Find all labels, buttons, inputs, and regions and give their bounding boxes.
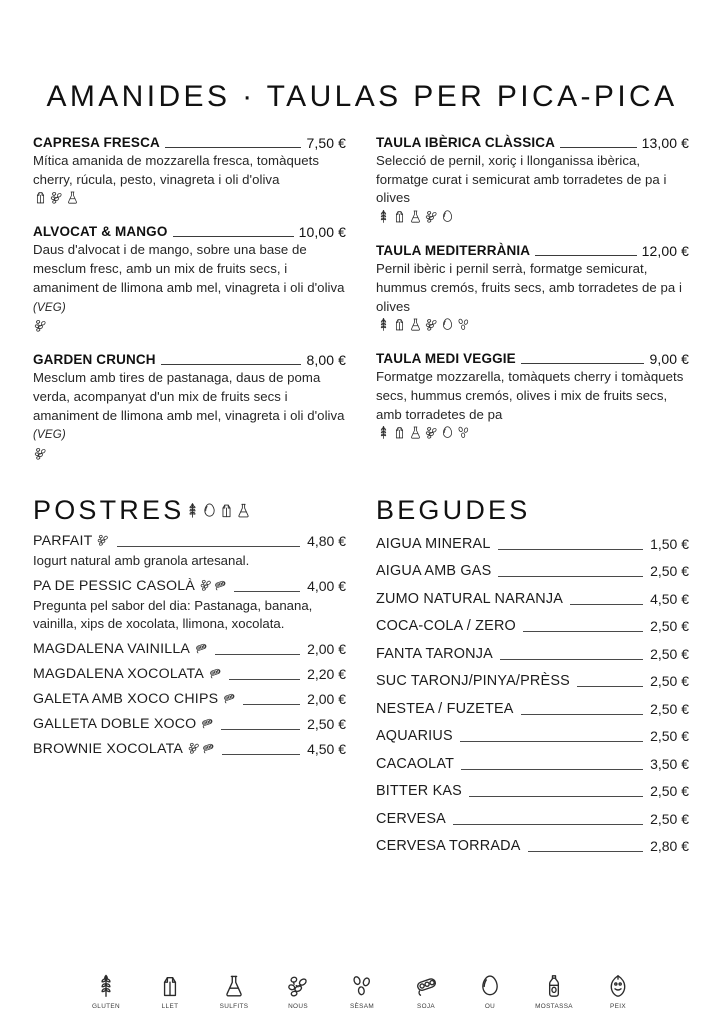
line-allergen-icons xyxy=(200,716,214,732)
description-text: Mesclum amb tires de pastanaga, daus de poma verda, acompanyat d'un mix de fruits secs i amaniment de llimona amb mel, vinagreta i oli d'oliva xyxy=(33,370,345,423)
menu-item-header xyxy=(376,351,689,367)
leader-rule xyxy=(469,796,643,797)
llet-icon xyxy=(33,190,48,205)
gluten-icon xyxy=(93,973,119,999)
leader-rule xyxy=(535,255,636,256)
legend-llet-icon xyxy=(157,969,183,999)
dessert-entry[interactable] xyxy=(33,665,346,684)
sulfits-icon xyxy=(408,425,423,440)
drink-name: AIGUA AMB GAS xyxy=(376,563,492,580)
dessert-row xyxy=(33,690,346,709)
menu-item-price: 8,00 € xyxy=(306,352,346,369)
leader-rule xyxy=(460,741,643,742)
llet-icon xyxy=(392,209,407,224)
soja-icon xyxy=(213,578,227,592)
legend-mostassa-icon xyxy=(541,969,567,999)
leader-rule xyxy=(453,824,643,825)
drink-price: 2,50 € xyxy=(650,618,689,635)
drink-name: NESTEA / FUZETEA xyxy=(376,700,514,717)
menu-item[interactable] xyxy=(376,243,689,332)
leader-rule xyxy=(521,363,645,364)
drink-name: AQUARIUS xyxy=(376,728,453,745)
legend-label: MOSTASSA xyxy=(535,1003,573,1010)
legend-item xyxy=(339,969,385,1010)
drink-row[interactable] xyxy=(376,617,689,636)
legend-sulfits-icon xyxy=(221,969,247,999)
legend-label: OU xyxy=(484,1003,496,1010)
dessert-entry[interactable] xyxy=(33,715,346,734)
legend-item xyxy=(531,969,577,1010)
drink-name: BITTER KAS xyxy=(376,783,462,800)
menu-item[interactable] xyxy=(33,224,346,333)
leader-rule xyxy=(560,147,637,148)
menu-item-name: TAULA MEDI VEGGIE xyxy=(376,351,516,367)
veg-tag: (VEG) xyxy=(33,301,66,314)
leader-rule xyxy=(215,654,300,655)
nous-icon xyxy=(49,190,64,205)
sulfits-icon xyxy=(65,190,80,205)
legend-item xyxy=(83,969,129,1010)
menu-item[interactable] xyxy=(33,352,346,461)
dessert-row xyxy=(33,532,346,551)
drink-row[interactable] xyxy=(376,755,689,774)
legend-label: SOJA xyxy=(416,1003,436,1010)
gluten-icon xyxy=(376,209,391,224)
description-text: Daus d'alvocat i de mango, sobre una base de mesclum fresc, amb un mix de fruits secs, i amaniment de llimona amb mel, vinagreta i oli d'oliva xyxy=(33,242,345,295)
drink-row[interactable] xyxy=(376,645,689,664)
menu-item-description xyxy=(376,152,689,208)
soja-icon xyxy=(222,691,236,705)
leader-rule xyxy=(222,754,300,755)
drink-name: CACAOLAT xyxy=(376,755,455,772)
soja-icon xyxy=(413,973,439,999)
drink-row[interactable] xyxy=(376,837,689,856)
legend-label: GLUTEN xyxy=(91,1003,121,1010)
dessert-row xyxy=(33,740,346,759)
leader-rule xyxy=(570,604,643,605)
leader-rule xyxy=(221,729,300,730)
dessert-name-wrap xyxy=(33,640,208,659)
page-title: AMANIDES · TAULAS PER PICA-PICA xyxy=(46,80,678,113)
dessert-name-wrap xyxy=(33,690,236,709)
dessert-name: MAGDALENA XOCOLATA xyxy=(33,666,205,683)
menu-item-header xyxy=(33,352,346,368)
ou-icon xyxy=(440,209,455,224)
desserts-heading xyxy=(33,495,346,526)
menu-item-allergen-icons xyxy=(33,190,346,205)
nous-icon xyxy=(33,318,48,333)
leader-rule xyxy=(498,576,643,577)
llet-icon xyxy=(392,425,407,440)
desserts-column xyxy=(33,495,346,856)
menu-item-allergen-icons xyxy=(33,318,346,333)
ou-icon xyxy=(201,502,218,519)
nous-icon xyxy=(424,317,439,332)
menu-item-name: ALVOCAT & MANGO xyxy=(33,224,168,240)
leader-rule xyxy=(161,364,302,365)
description-text: Formatge mozzarella, tomàquets cherry i tomàquets secs, hummus cremós, olives i mix de fruits secs, amb torradetes de pa xyxy=(376,369,684,422)
desserts-list xyxy=(33,532,346,759)
menu-item-name: TAULA MEDITERRÀNIA xyxy=(376,243,531,259)
nous-icon xyxy=(33,446,48,461)
desserts-title: POSTRES xyxy=(33,495,185,526)
dessert-price: 4,50 € xyxy=(307,741,346,758)
ou-icon xyxy=(440,317,455,332)
mostassa-icon xyxy=(541,973,567,999)
leader-rule xyxy=(500,659,643,660)
menu-item-description xyxy=(33,152,346,189)
leader-rule xyxy=(577,686,643,687)
drink-row[interactable] xyxy=(376,672,689,691)
leader-rule xyxy=(117,546,300,547)
drink-price: 2,50 € xyxy=(650,810,689,827)
legend-nous-icon xyxy=(285,969,311,999)
dessert-name-wrap xyxy=(33,577,227,596)
drink-row[interactable] xyxy=(376,810,689,829)
salads-section xyxy=(33,135,691,461)
menu-item-price: 10,00 € xyxy=(298,224,346,241)
line-allergen-icons xyxy=(208,666,222,682)
drink-name: SUC TARONJ/PINYA/PRÈSS xyxy=(376,673,570,690)
sulfits-icon xyxy=(408,209,423,224)
drink-price: 2,50 € xyxy=(650,728,689,745)
legend-gluten-icon xyxy=(93,969,119,999)
dessert-price: 4,80 € xyxy=(307,533,346,550)
drink-price: 1,50 € xyxy=(650,535,689,552)
peix-icon xyxy=(605,973,631,999)
menu-item-price: 7,50 € xyxy=(306,135,346,151)
drink-row[interactable] xyxy=(376,782,689,801)
legend-item xyxy=(211,969,257,1010)
legend-label: LLET xyxy=(161,1003,179,1010)
dessert-name-wrap xyxy=(33,665,222,684)
menu-item-description xyxy=(33,241,346,317)
lower-section xyxy=(33,495,691,856)
allergen-legend xyxy=(0,969,724,1010)
legend-label: SULFITS xyxy=(219,1003,249,1010)
soja-icon xyxy=(200,716,214,730)
legend-label: PEIX xyxy=(610,1003,626,1010)
drinks-column xyxy=(376,495,689,856)
nous-icon xyxy=(96,533,110,547)
menu-item-description xyxy=(376,260,689,316)
nous-icon xyxy=(424,425,439,440)
salads-column-left xyxy=(33,135,346,461)
leader-rule xyxy=(528,851,644,852)
dessert-price: 2,50 € xyxy=(307,716,346,733)
drink-price: 4,50 € xyxy=(650,590,689,607)
gluten-icon xyxy=(376,425,391,440)
drinks-heading xyxy=(376,495,689,526)
menu-item-header xyxy=(376,135,689,151)
menu-item[interactable] xyxy=(33,135,346,205)
dessert-entry[interactable] xyxy=(33,532,346,571)
leader-rule xyxy=(523,631,643,632)
dessert-price: 2,00 € xyxy=(307,691,346,708)
drink-name: COCA-COLA / ZERO xyxy=(376,618,516,635)
drink-name: CERVESA xyxy=(376,810,446,827)
legend-item xyxy=(467,969,513,1010)
dessert-name-wrap xyxy=(33,532,110,551)
gluten-icon xyxy=(184,502,201,519)
drink-row[interactable] xyxy=(376,562,689,581)
veg-tag: (VEG) xyxy=(33,429,66,442)
dessert-name: MAGDALENA VAINILLA xyxy=(33,641,191,658)
dessert-row xyxy=(33,715,346,734)
nous-icon xyxy=(285,973,311,999)
description-text: Pernil ibèric i pernil serrà, formatge semicurat, hummus cremós, fruits secs, amb torradetes de pa i olives xyxy=(376,261,682,314)
line-allergen-icons xyxy=(187,741,215,757)
sulfits-icon xyxy=(235,502,252,519)
leader-rule xyxy=(461,769,643,770)
line-allergen-icons xyxy=(96,533,110,549)
leader-rule xyxy=(229,679,300,680)
dessert-entry[interactable] xyxy=(33,740,346,759)
dessert-row xyxy=(33,640,346,659)
dessert-name: PARFAIT xyxy=(33,533,93,550)
menu-item[interactable] xyxy=(376,135,689,224)
leader-rule xyxy=(173,236,294,237)
menu-item-header xyxy=(33,224,346,240)
drink-price: 2,50 € xyxy=(650,645,689,662)
legend-ou-icon xyxy=(477,969,503,999)
dessert-name-wrap xyxy=(33,740,215,759)
drink-row[interactable] xyxy=(376,727,689,746)
drink-name: CERVESA TORRADA xyxy=(376,838,521,855)
legend-item xyxy=(403,969,449,1010)
llet-icon xyxy=(218,502,235,519)
dessert-price: 2,20 € xyxy=(307,666,346,683)
dessert-name-wrap xyxy=(33,715,214,734)
menu-item-description xyxy=(376,368,689,424)
drink-price: 2,50 € xyxy=(650,673,689,690)
llet-icon xyxy=(157,973,183,999)
llet-icon xyxy=(392,317,407,332)
description-text: Mítica amanida de mozzarella fresca, tomàquets cherry, rúcula, pesto, vinagreta i oli d'oliva xyxy=(33,153,319,187)
sesam-icon xyxy=(349,973,375,999)
soja-icon xyxy=(201,741,215,755)
dessert-row xyxy=(33,577,346,596)
nous-icon xyxy=(424,209,439,224)
menu-item-price: 9,00 € xyxy=(649,351,689,368)
sesam-icon xyxy=(456,425,471,440)
drink-price: 2,50 € xyxy=(650,700,689,717)
sulfits-icon xyxy=(221,973,247,999)
dessert-name: PA DE PESSIC CASOLÀ xyxy=(33,577,196,594)
drink-price: 2,80 € xyxy=(650,838,689,855)
dessert-name: GALETA AMB XOCO CHIPS xyxy=(33,691,219,708)
legend-item xyxy=(275,969,321,1010)
line-allergen-icons xyxy=(222,691,236,707)
leader-rule xyxy=(234,591,300,592)
menu-item-header xyxy=(376,243,689,259)
drink-name: FANTA TARONJA xyxy=(376,645,493,662)
legend-label: NOUS xyxy=(288,1003,308,1010)
legend-peix-icon xyxy=(605,969,631,999)
nous-icon xyxy=(199,578,213,592)
dessert-entry[interactable] xyxy=(33,577,346,634)
drink-row[interactable] xyxy=(376,700,689,719)
dessert-description: Pregunta pel sabor del dia: Pastanaga, banana, vainilla, xips de xocolata, llimona, xocolata. xyxy=(33,597,313,632)
dessert-row xyxy=(33,665,346,684)
drinks-list xyxy=(376,535,689,857)
menu-item-allergen-icons xyxy=(376,209,689,224)
drink-price: 2,50 € xyxy=(650,563,689,580)
leader-rule xyxy=(243,704,300,705)
menu-item-price: 13,00 € xyxy=(641,135,689,151)
dessert-name: BROWNIE XOCOLATA xyxy=(33,741,184,758)
drink-row[interactable] xyxy=(376,535,689,554)
dessert-entry[interactable] xyxy=(33,640,346,659)
dessert-description: Iogurt natural amb granola artesanal. xyxy=(33,553,250,569)
gluten-icon xyxy=(376,317,391,332)
desserts-title-allergen-icons xyxy=(184,502,252,519)
dessert-name: GALLETA DOBLE XOCO xyxy=(33,716,197,733)
menu-item-allergen-icons xyxy=(376,425,689,440)
soja-icon xyxy=(194,641,208,655)
drink-price: 3,50 € xyxy=(650,755,689,772)
drink-name: AIGUA MINERAL xyxy=(376,535,491,552)
dessert-entry[interactable] xyxy=(33,690,346,709)
dessert-price: 4,00 € xyxy=(307,577,346,594)
sulfits-icon xyxy=(408,317,423,332)
legend-soja-icon xyxy=(413,969,439,999)
menu-item[interactable] xyxy=(376,351,689,440)
legend-label: SÈSAM xyxy=(349,1003,375,1010)
drink-price: 2,50 € xyxy=(650,783,689,800)
description-text: Selecció de pernil, xoriç i llonganissa ibèrica, formatge curat i semicurat amb torradetes de pa i olives xyxy=(376,153,667,206)
soja-icon xyxy=(208,666,222,680)
dessert-price: 2,00 € xyxy=(307,641,346,658)
line-allergen-icons xyxy=(194,641,208,657)
menu-item-price: 12,00 € xyxy=(641,243,689,260)
leader-rule xyxy=(521,714,644,715)
drink-name: ZUMO NATURAL NARANJA xyxy=(376,590,564,607)
ou-icon xyxy=(440,425,455,440)
menu-item-name: TAULA IBÈRICA CLÀSSICA xyxy=(376,135,556,150)
ou-icon xyxy=(477,973,503,999)
menu-item-description xyxy=(33,369,346,445)
legend-sesam-icon xyxy=(349,969,375,999)
salads-column-right xyxy=(376,135,689,461)
leader-rule xyxy=(498,549,644,550)
sesam-icon xyxy=(456,317,471,332)
drinks-title: BEGUDES xyxy=(376,495,531,526)
legend-item xyxy=(595,969,641,1010)
drink-row[interactable] xyxy=(376,590,689,609)
menu-item-name: CAPRESA FRESCA xyxy=(33,135,160,150)
nous-icon xyxy=(187,741,201,755)
menu-item-allergen-icons xyxy=(376,317,689,332)
menu-item-header xyxy=(33,135,346,151)
menu-item-name: GARDEN CRUNCH xyxy=(33,352,156,368)
legend-item xyxy=(147,969,193,1010)
leader-rule xyxy=(165,147,302,148)
line-allergen-icons xyxy=(199,578,227,594)
menu-item-allergen-icons xyxy=(33,446,346,461)
